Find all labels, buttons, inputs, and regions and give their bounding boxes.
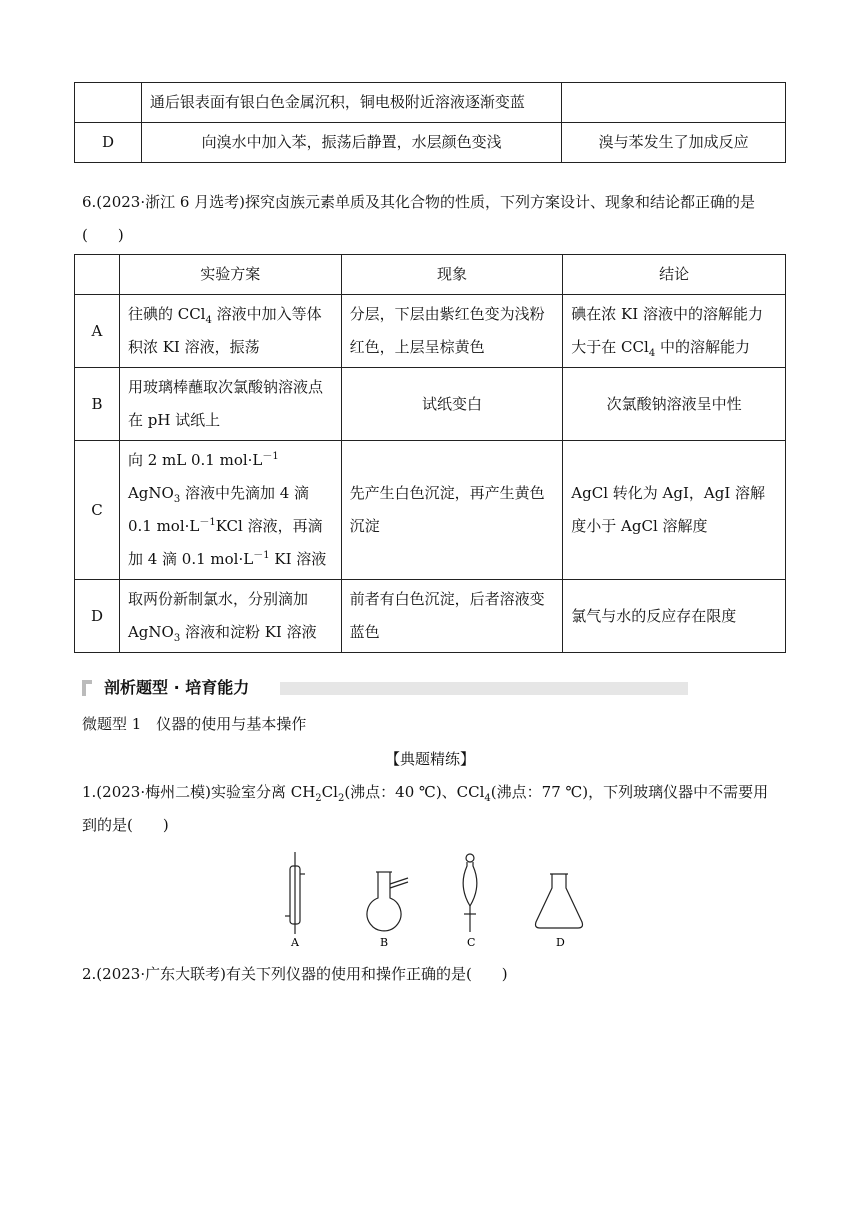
section-header bbox=[82, 676, 688, 700]
apparatus-figure bbox=[270, 850, 600, 950]
conclusion-cell: AgCl 转化为 AgI，AgI 溶解度小于 AgCl 溶解度 bbox=[563, 441, 786, 580]
q6-table bbox=[74, 254, 786, 653]
row-label: C bbox=[75, 441, 120, 580]
row-label: D bbox=[75, 123, 142, 163]
row-label: A bbox=[75, 295, 120, 368]
scheme-cell: 用玻璃棒蘸取次氯酸钠溶液点在 pH 试纸上 bbox=[119, 368, 341, 441]
header-cell: 现象 bbox=[341, 255, 563, 295]
distilling-flask-icon bbox=[367, 872, 408, 931]
phenomenon-cell: 先产生白色沉淀，再产生黄色沉淀 bbox=[341, 441, 563, 580]
conclusion-cell bbox=[562, 83, 786, 123]
table-row bbox=[75, 83, 786, 123]
erlenmeyer-flask-icon bbox=[536, 874, 583, 928]
label-c: C bbox=[467, 936, 476, 949]
question-1: 1.(2023·梅州二模)实验室分离 $CH_2Cl_2$(沸点：40 ℃)、CCl$_4$(沸点：77 ℃)，下列玻璃仪器中不需要用到的是( ) bbox=[82, 783, 769, 834]
table-row bbox=[75, 295, 786, 368]
section-divider bbox=[280, 682, 688, 695]
row-label bbox=[75, 83, 142, 123]
question-6: 6.(2023·浙江 6 月选考)探究卤族元素单质及其化合物的性质，下列方案设计、现象和结论都正确的是( ) bbox=[82, 193, 756, 244]
conclusion-cell: 碘在浓 KI 溶液中的溶解能力大于在 CCl$_4$ 中的溶解能力 bbox=[563, 295, 786, 368]
header-cell bbox=[75, 255, 120, 295]
phenomenon-cell: 分层，下层由紫红色变为浅粉红色，上层呈棕黄色 bbox=[341, 295, 563, 368]
label-d: D bbox=[556, 936, 565, 949]
scheme-cell: 向溴水中加入苯，振荡后静置，水层颜色变浅 bbox=[141, 123, 561, 163]
phenomenon-cell: 前者有白色沉淀，后者溶液变蓝色 bbox=[341, 580, 563, 653]
scheme-cell: 向 2 mL 0.1 $mol\cdot L^{-1}$ AgNO$_3$ 溶液中先滴加 4 滴 0.1 $mol\cdot L^{-1}KCl$ 溶液，再滴加 4 滴 0.1 $mol\cdot L^{-1}$ KI 溶液 bbox=[119, 441, 341, 580]
separatory-funnel-icon bbox=[463, 854, 477, 932]
section-title: 剖析题型 · 培育能力 bbox=[104, 678, 250, 697]
table-row bbox=[75, 368, 786, 441]
conclusion-cell: 氯气与水的反应存在限度 bbox=[563, 580, 786, 653]
scheme-cell: 取两份新制氯水，分别滴加 AgNO$_3$ 溶液和淀粉 KI 溶液 bbox=[119, 580, 341, 653]
conclusion-cell: 溴与苯发生了加成反应 bbox=[562, 123, 786, 163]
condenser-icon bbox=[285, 852, 305, 934]
top-table bbox=[74, 82, 786, 163]
scheme-cell: 往碘的 CCl$_4$ 溶液中加入等体积浓 KI 溶液，振荡 bbox=[119, 295, 341, 368]
table-row bbox=[75, 123, 786, 163]
example-header: 【典题精练】 bbox=[384, 750, 475, 768]
table-row bbox=[75, 580, 786, 653]
corner-mark-icon bbox=[82, 680, 92, 696]
label-a: A bbox=[291, 936, 299, 949]
scheme-cell: 通后银表面有银白色金属沉积，铜电极附近溶液逐渐变蓝 bbox=[141, 83, 561, 123]
header-cell: 结论 bbox=[563, 255, 786, 295]
row-label: D bbox=[75, 580, 120, 653]
conclusion-cell: 次氯酸钠溶液呈中性 bbox=[563, 368, 786, 441]
row-label: B bbox=[75, 368, 120, 441]
header-cell: 实验方案 bbox=[119, 255, 341, 295]
phenomenon-cell: 试纸变白 bbox=[341, 368, 563, 441]
table-header-row bbox=[75, 255, 786, 295]
question-2: 2.(2023·广东大联考)有关下列仪器的使用和操作正确的是( ) bbox=[82, 965, 508, 983]
table-row bbox=[75, 441, 786, 580]
subsection-title: 微题型 1 仪器的使用与基本操作 bbox=[82, 715, 307, 733]
label-b: B bbox=[380, 936, 389, 949]
